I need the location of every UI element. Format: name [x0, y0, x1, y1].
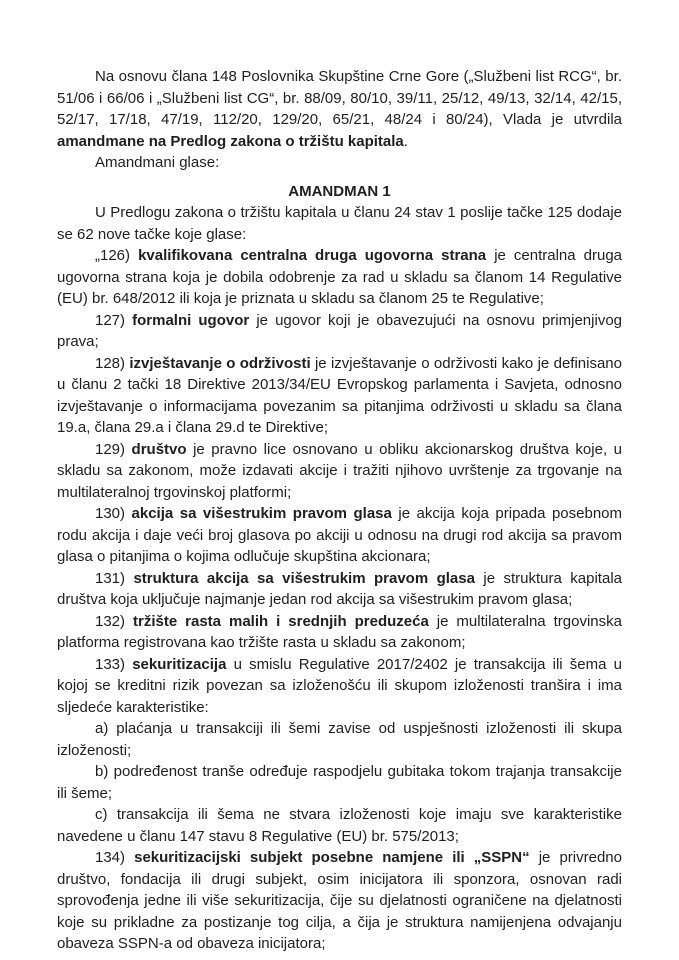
- text-run: je akcija koja pripada posebnom rodu akcija i daje veći broj glasova po akciji u odnosu na drugi rod akcija sa pravom glasa o pitanjima o kojima odlučuje skupština akcionara;: [57, 505, 622, 565]
- text-run: 127): [95, 311, 133, 329]
- text-run: .: [403, 132, 408, 150]
- paragraph: [57, 761, 622, 804]
- paragraph: [57, 439, 622, 504]
- paragraph: [57, 353, 622, 439]
- text-run: „126): [95, 247, 139, 264]
- paragraph: [57, 66, 622, 152]
- bold-text-run: akcija sa višestrukim pravom glasa: [131, 505, 392, 522]
- text-run: b) podređenost tranše određuje raspodjelu gubitaka tokom trajanja transakcije ili šeme;: [57, 763, 622, 802]
- bold-text-run: formalni ugovor: [132, 311, 250, 329]
- bold-text-run: sekuritizacija: [132, 655, 227, 673]
- text-run: a) plaćanja u transakciji ili šemi zavise od uspješnosti izloženosti ili skupa izloženosti;: [57, 720, 622, 759]
- amendment-heading: [57, 181, 622, 203]
- bold-text-run: društvo: [131, 440, 187, 458]
- text-run: je privredno društvo, fondacija ili drugi subjekt, osim inicijatora ili sponzora, osnovan radi sprovođenja jedne ili više sekuritizacija, čije su djelatnosti ograničene na djelatnosti koje su prikladne za postizanje tog cilja, a čija je struktura namijenjena odvajanju obaveza SSPN-a od obaveza inicijatora;: [57, 849, 622, 952]
- bold-text-run: tržište rasta malih i srednjih preduzeća: [133, 612, 429, 630]
- text-run: je pravno lice osnovano u obliku akcionarskog društva koje, u skladu sa zakonom, može izdavati akcije i tražiti njihovo uvrštenje za trgovanje na multilateralnoj trgovinskoj platformi;: [57, 440, 622, 501]
- bold-text-run: sekuritizacijski subjekt posebne namjene ili „SSPN“: [134, 849, 530, 866]
- text-run: Amandmani glase:: [95, 154, 220, 171]
- text-run: je izvještavanje o održivosti kako je definisano u članu 2 tački 18 Direktive 2013/34/EU Evropskog parlamenta i Savjeta, odnosno izvještavanje o informacijama povezanim sa pitanjima održivosti u skladu sa člana 19.a, člana 29.a i člana 29.d te Direktive;: [57, 354, 622, 436]
- paragraph: [57, 718, 622, 761]
- text-run: je struktura kapitala društva koja uključuje najmanje jedan rod akcija sa višestrukim pravom glasa;: [57, 569, 622, 608]
- text-run: c) transakcija ili šema ne stvara izloženosti koje imaju sve karakteristike navedene u članu 147 stavu 8 Regulative (EU) br. 575/2013;: [57, 806, 622, 845]
- bold-text-run: struktura akcija sa višestrukim pravom glasa: [133, 569, 475, 587]
- bold-text-run: amandmane na Predlog zakona o tržištu kapitala: [57, 132, 404, 150]
- paragraph: [57, 611, 622, 654]
- paragraph: [57, 152, 622, 174]
- text-run: 133): [95, 655, 133, 673]
- paragraph: [57, 503, 622, 568]
- text-run: je ugovor koji je obavezujući na osnovu primjenjivog prava;: [57, 311, 622, 350]
- paragraph: [57, 847, 622, 955]
- text-run: 129): [95, 440, 132, 458]
- paragraph: [57, 245, 622, 310]
- paragraph: [57, 202, 622, 245]
- text-run: 128): [95, 354, 130, 372]
- paragraph: [57, 804, 622, 847]
- paragraph: [57, 310, 622, 353]
- text-run: 132): [95, 612, 133, 630]
- text-run: 130): [95, 505, 132, 522]
- paragraph: [57, 568, 622, 611]
- text-run: 131): [95, 569, 134, 587]
- paragraph: [57, 654, 622, 719]
- bold-text-run: AMANDMAN 1: [288, 182, 391, 200]
- text-run: Na osnovu člana 148 Poslovnika Skupštine Crne Gore („Službeni list RCG“, br. 51/06 i 66/06 i „Službeni list CG“, br. 88/09, 80/10, 39/11, 25/12, 49/13, 32/14, 42/15, 52/17, 17/18, 47/19, 112/20, 129/20, 65/21, 48/24 i 80/24), Vlada je utvrdila: [57, 68, 622, 128]
- text-run: u smislu Regulative 2017/2402 je transakcija ili šema u kojoj se kreditni rizik povezan sa izloženošću ili skupom izloženosti tranšira i ima sljedeće karakteristike:: [57, 655, 622, 716]
- bold-text-run: kvalifikovana centralna druga ugovorna strana: [138, 247, 487, 264]
- text-run: je centralna druga ugovorna strana koja je dobila odobrenje za rad u skladu sa članom 14 Regulative (EU) br. 648/2012 ili koja je priznata u skladu sa članom 25 te Regulative;: [57, 247, 623, 307]
- document-content: [57, 66, 622, 955]
- bold-text-run: izvještavanje o održivosti: [129, 354, 311, 372]
- text-run: 134): [95, 849, 135, 866]
- text-run: U Predlogu zakona o tržištu kapitala u članu 24 stav 1 poslije tačke 125 dodaje se 62 nove tačke koje glase:: [57, 204, 622, 243]
- text-run: je multilateralna trgovinska platforma registrovana kao tržište rasta u skladu sa zakonom;: [57, 612, 622, 651]
